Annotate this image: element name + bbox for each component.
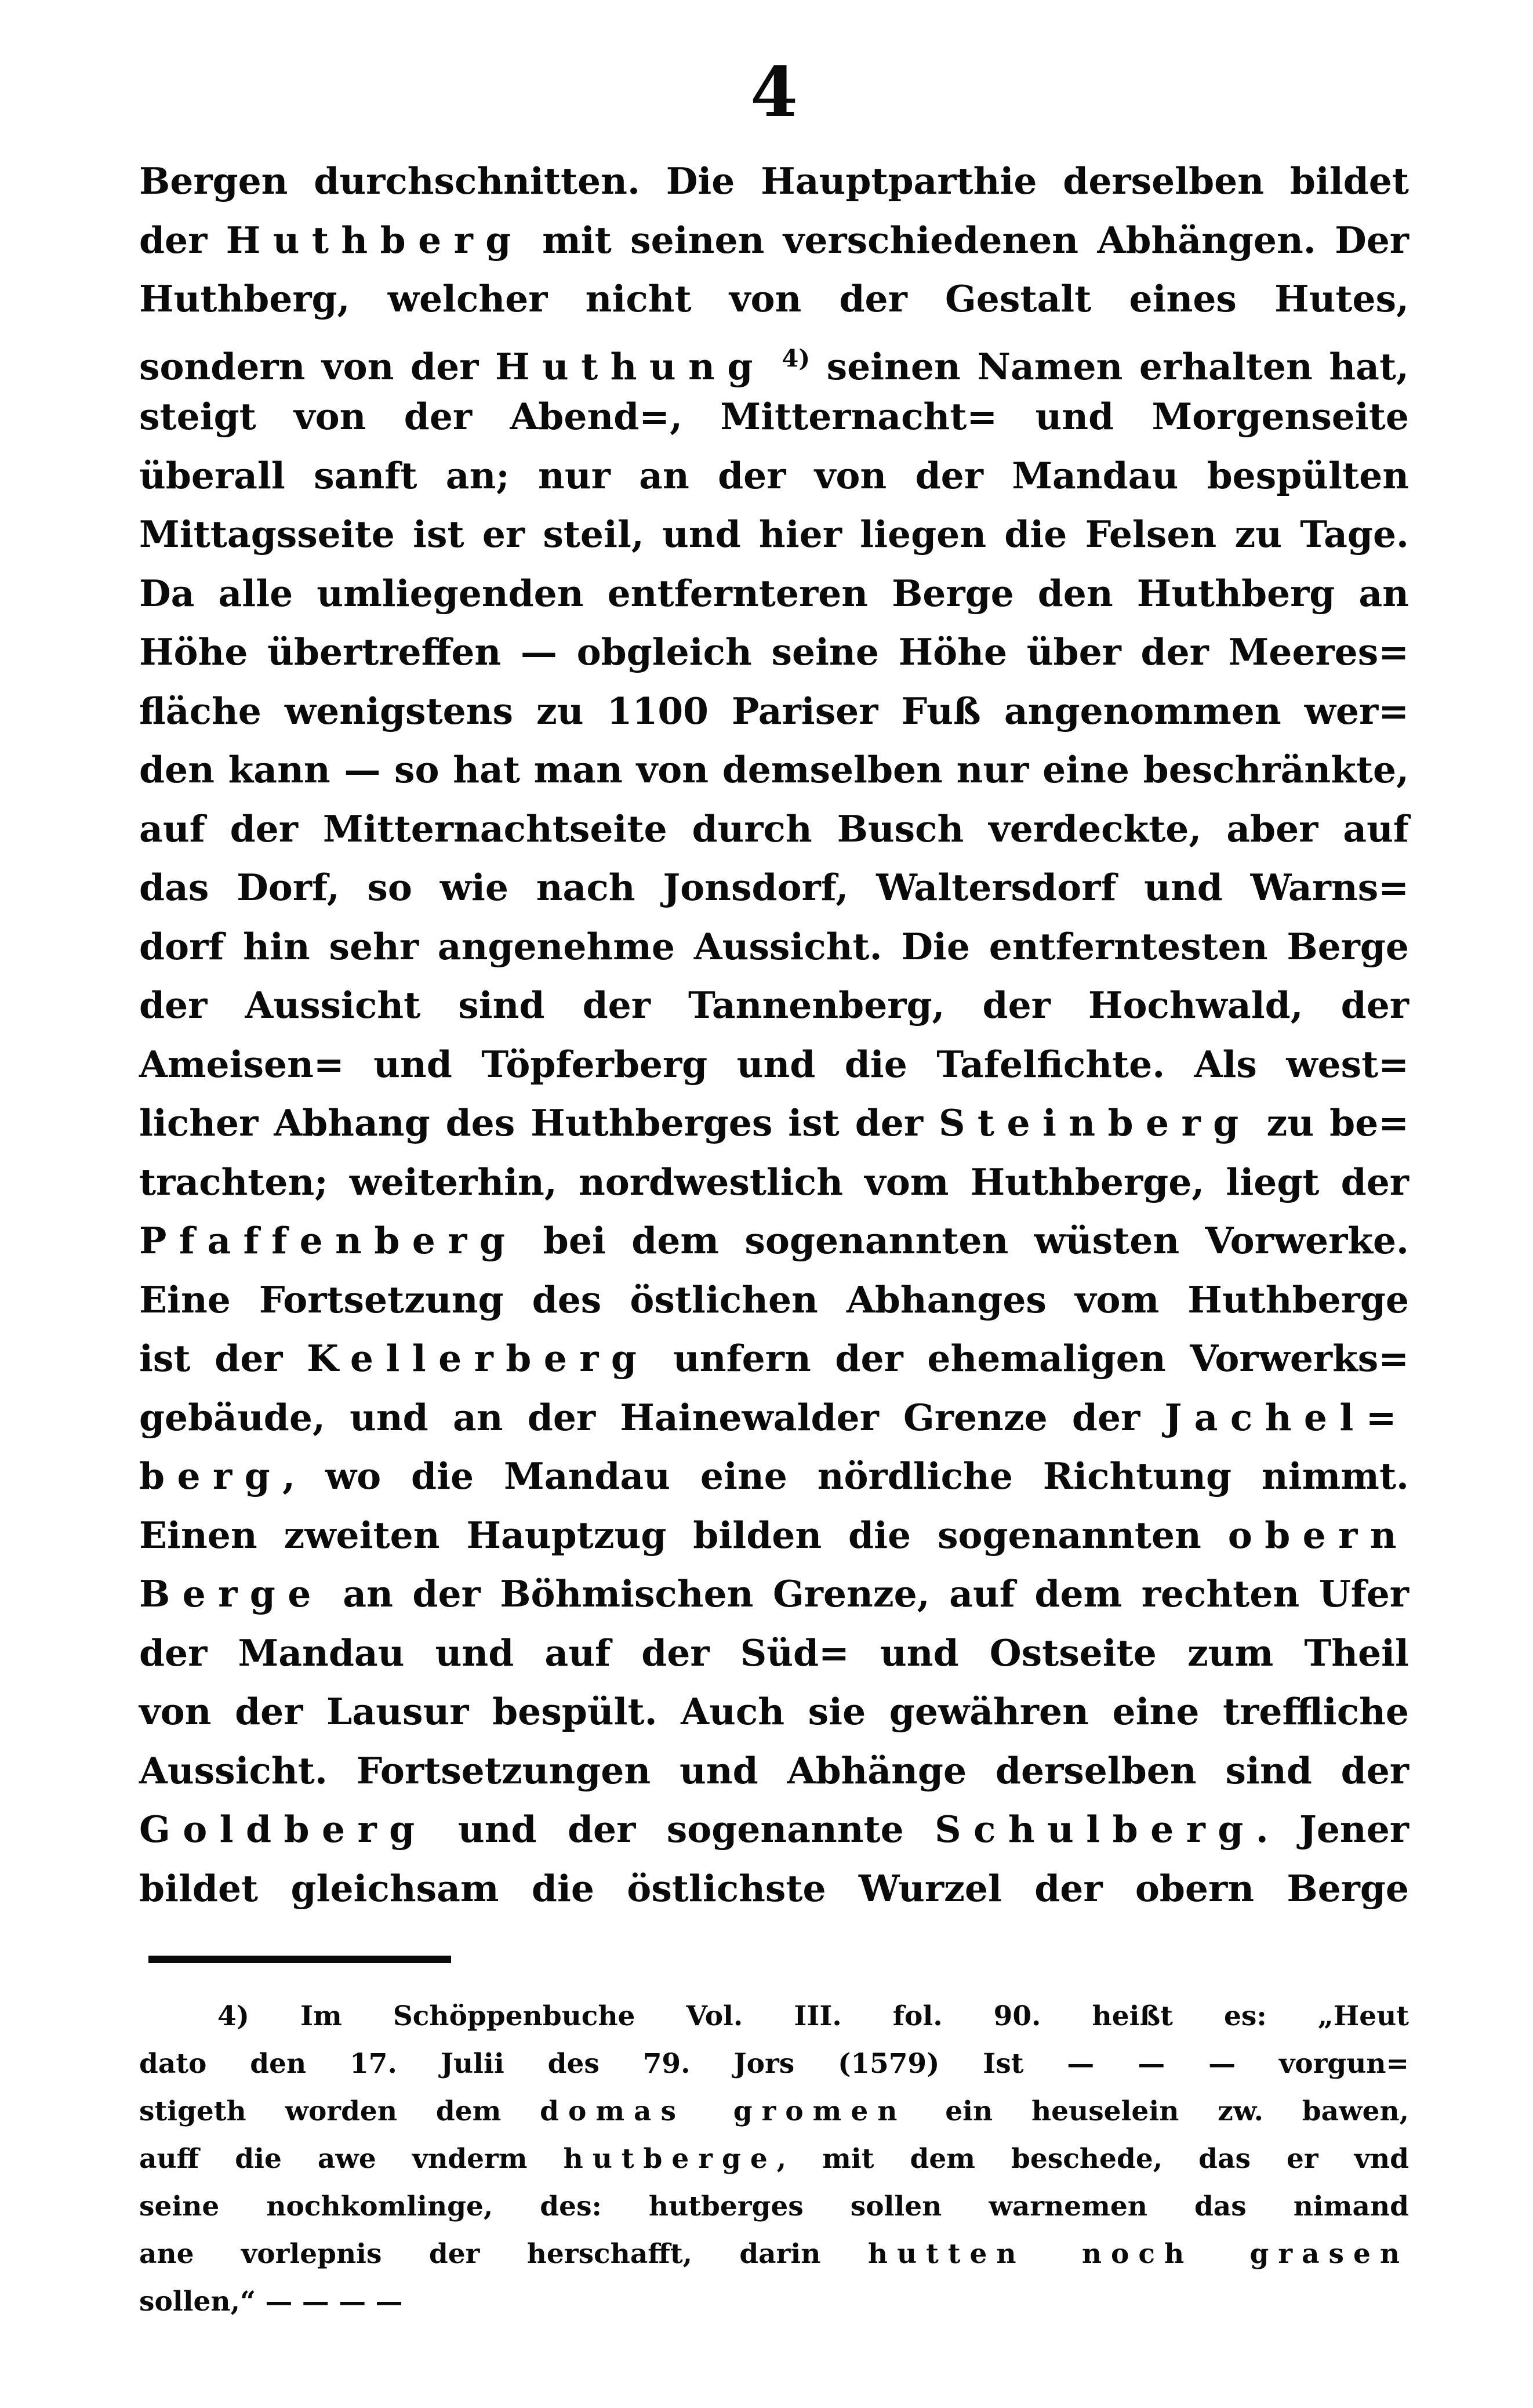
body-line [139,270,1409,329]
body-line [139,858,1409,917]
body-text [139,152,1409,1918]
emphasized-name: hutberge [563,2143,777,2175]
body-line [139,682,1409,741]
text-segment: seine nochkomlinge, des: hutberges sollen warnemen das nimand [139,2191,1409,2222]
text-segment: Einen zweiten Hauptzug bilden die sogenannten [139,1513,1228,1557]
text-segment: sondern von der [139,344,495,388]
body-line [139,1859,1409,1919]
text-segment [765,345,782,388]
text-segment: dato den 17. Julii des 79. Jors (1579) Ist — — — vorgun= [139,2048,1409,2080]
text-segment: licher Abhang des Huthberges ist der [139,1101,939,1144]
text-segment: , mit dem beschede, das er vnd [776,2143,1409,2175]
text-segment: der Aussicht sind der Tannenberg, der Hochwald, der [139,984,1409,1027]
body-line [139,741,1409,800]
text-segment: von der Lausur bespült. Auch sie gewähren eine treffliche [139,1690,1409,1733]
text-segment: unfern der ehemaligen Vorwerks= [649,1337,1409,1380]
emphasized-name: Pfaffenberg [139,1219,518,1262]
body-line [139,623,1409,682]
body-line [139,1742,1409,1801]
text-segment: mit seinen verschiedenen Abhängen. Der [523,218,1409,262]
page-number: 4 [750,52,798,132]
text-segment: bildet gleichsam die östlichste Wurzel der obern Berge [139,1866,1409,1910]
footnote-line [139,2040,1409,2088]
body-line [139,1506,1409,1565]
body-line [139,976,1409,1035]
body-line [139,917,1409,977]
body-line [139,447,1409,506]
text-segment: das Dorf, so wie nach Jonsdorf, Waltersdorf und Warns= [139,866,1409,909]
emphasized-name: Kellerberg [307,1337,649,1380]
emphasized-name: domas gromen [540,2095,907,2127]
text-segment: Huthberg, welcher nicht von der Gestalt eines Hutes, [139,277,1409,320]
text-segment: zu be= [1251,1101,1409,1144]
body-line [139,1447,1409,1506]
text-segment: auff die awe vnderm [139,2143,564,2175]
footnote-line [139,2088,1409,2135]
text-segment: überall sanft an; nur an der von der Mandau bespülten [139,454,1409,497]
body-line [139,329,1409,388]
text-segment: sollen,“ — — — — [139,2286,403,2318]
body-line [139,1624,1409,1683]
text-segment: Da alle umliegenden entfernteren Berge den Huthberg an [139,571,1409,615]
body-line [139,387,1409,447]
text-segment: bei dem sogenannten wüsten Vorwerke. [517,1219,1409,1262]
text-segment: Mittagsseite ist er steil, und hier liegen die Felsen zu Tage. [139,513,1409,556]
footnote-line [139,1993,1409,2040]
text-segment: Aussicht. Fortsetzungen und Abhänge derselben sind der [139,1749,1409,1792]
emphasized-name: Huthberg [226,218,524,262]
footnote-line [139,2183,1409,2231]
body-line [139,1212,1409,1271]
text-segment: dorf hin sehr angenehme Aussicht. Die entferntesten Berge [139,924,1409,968]
body-line [139,1682,1409,1742]
text-segment: trachten; weiterhin, nordwestlich vom Huthberge, liegt der [139,1160,1409,1203]
footnote-text [139,1993,1409,2326]
body-line [139,1565,1409,1624]
emphasized-name: Huthung [495,344,765,388]
body-line [139,1800,1409,1859]
text-segment: Bergen durchschnitten. Die Hauptparthie derselben bildet [139,159,1409,202]
text-segment: den kann — so hat man von demselben nur eine beschränkte, [139,748,1409,791]
text-segment: 4) Im Schöppenbuche Vol. III. fol. 90. heißt es: „Heut [217,2000,1409,2032]
emphasized-name: Berge [139,1572,324,1615]
text-segment: . Jener [1255,1808,1409,1851]
text-segment: gebäude, und an der Hainewalder Grenze der [139,1395,1165,1439]
text-segment: Eine Fortsetzung des östlichen Abhanges vom Huthberge [139,1278,1409,1321]
text-segment: ane vorlepnis der herschafft, darin [139,2238,868,2270]
emphasized-name: hutten noch grasen [867,2238,1409,2270]
body-line [139,1094,1409,1153]
body-line [139,1329,1409,1388]
body-line [139,505,1409,564]
text-segment: steigt von der Abend=, Mitternacht= und Morgenseite [139,395,1409,438]
text-segment: und der sogenannte [427,1808,935,1851]
emphasized-name: Jachel= [1164,1395,1409,1439]
body-line [139,564,1409,623]
text-segment: ist der [139,1337,307,1380]
text-segment: Höhe übertreffen — obgleich seine Höhe über der Meeres= [139,630,1409,673]
text-segment: Ameisen= und Töpferberg und die Tafelfichte. Als west= [139,1042,1409,1086]
emphasized-name: Steinberg [939,1101,1251,1144]
text-segment: ein heuselein zw. bawen, [906,2095,1410,2127]
emphasized-name: Schulberg [935,1808,1256,1851]
text-segment: an der Böhmischen Grenze, auf dem rechten Ufer [323,1572,1409,1615]
footnote-separator-rule [148,1956,451,1963]
text-segment: stigeth worden dem [139,2095,540,2127]
body-line [139,1153,1409,1212]
text-segment: seinen Namen erhalten hat, [810,344,1409,388]
footnote-marker: 4) [782,343,811,372]
text-segment: auf der Mitternachtseite durch Busch verdeckte, aber auf [139,807,1409,850]
body-line [139,152,1409,211]
text-segment: der Mandau und auf der Süd= und Ostseite zum Theil [139,1631,1409,1674]
body-line [139,211,1409,270]
footnote-line [139,2135,1409,2183]
footnote-line [139,2278,1409,2326]
body-line [139,800,1409,859]
text-segment: der [139,218,226,262]
emphasized-name: obern [1227,1513,1409,1557]
text-segment: , wo die Mandau eine nördliche Richtung nimmt. [282,1455,1409,1497]
body-line [139,1035,1409,1094]
emphasized-name: Goldberg [139,1808,427,1851]
text-segment: fläche wenigstens zu 1100 Pariser Fuß angenommen wer= [139,689,1409,732]
body-line [139,1271,1409,1330]
emphasized-name: berg [139,1455,283,1497]
footnote-line [139,2231,1409,2278]
body-line [139,1388,1409,1448]
